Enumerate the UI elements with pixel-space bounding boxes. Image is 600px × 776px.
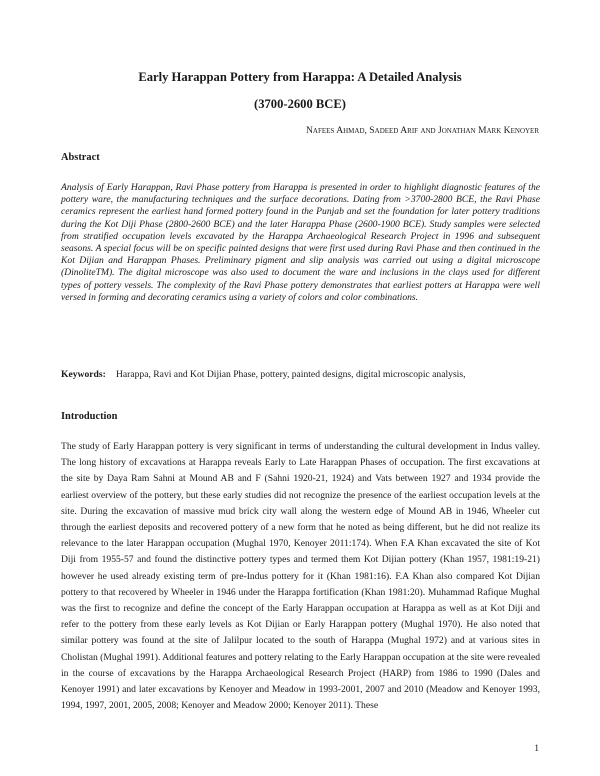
keywords-text: Harappa, Ravi and Kot Dijian Phase, pottery, painted designs, digital microscopic analysis, (116, 369, 466, 380)
page-number: 1 (534, 743, 539, 754)
paper-subtitle: (3700-2600 BCE) (254, 97, 346, 111)
author-list: Nafees Ahmad, Sadeed Arif and Jonathan Mark Kenoyer (306, 125, 539, 136)
abstract-text: Analysis of Early Harappan, Ravi Phase pottery from Harappa is presented in order to highlight diagnostic features of the pottery ware, the manufacturing techniques and the surface decorations. Dating from >3700-2800 BCE, the Ravi Phase ceramics represent the earliest hand formed pottery found in the Punjab and set the foundation for later pottery traditions during the Kot Diji Phase (2800-2600 BCE) and the later Harappa Phase (2600-1900 BCE). Study samples were selected from stratified occupation levels excavated by the Harappa Archaeological Research Project in 1996 and subsequent seasons. A special focus will be on specific painted designs that were first used during Ravi Phase and then continued in the Kot Dijian and Harappan Phases. Preliminary pigment and slip analysis was carried out using a digital microscope (DinoliteTM). The digital microscope was also used to document the ware and inclusions in the clays used for different types of pottery vessels. The complexity of the Ravi Phase pottery demonstrates that earliest potters at Harappa were well versed in forming and decorating ceramics using a variety of colors and color combinations. (61, 182, 540, 303)
introduction-heading: Introduction (61, 411, 118, 422)
introduction-text: The study of Early Harappan pottery is very significant in terms of understanding the cultural development in Indus valley. The long history of excavations at Harappa reveals Early to Late Harappan Phases of occupation. The first excavations at the site by Daya Ram Sahni at Mound AB and F (Sahni 1920-21, 1924) and Vats between 1927 and 1934 provide the earliest overview of the pottery, but these early studies did not recognize the presence of the earliest occupation levels at the site. During the excavation of massive mud brick city wall along the western edge of Mound AB in 1946, Wheeler cut through the earliest deposits and recovered pottery of a new form that he noted as being different, but he did not realize its relevance to the later Harappan occupation (Mughal 1970, Kenoyer 2011:174). When F.A Khan excavated the site of Kot Diji from 1955-57 and found the distinctive pottery types and termed them Kot Dijian pottery (Khan 1957, 1981:19-21) however he used already existing term of pre-Indus pottery for it (Khan 1981:16). F.A Khan also compared Kot Dijian pottery to that recovered by Wheeler in 1946 under the Harappa fortification (Khan 1981:20). Muhammad Rafique Mughal was the first to recognize and define the concept of the Early Harappan occupation at Harappa as well as at Kot Diji and refer to the pottery from these early levels as Kot Dijian or Early Harappan pottery (Mughal 1970). He also noted that similar pottery was found at the site of Jalilpur located to the south of Harappa (Mughal 1972) and at various sites in Cholistan (Mughal 1991). Additional features and pottery relating to the Early Harappan occupation at the site were revealed in the course of excavations by the Harappa Archaeological Research Project (HARP) from 1986 to 1990 (Dales and Kenoyer 1991) and later excavations by Kenoyer and Meadow in 1993-2001, 2007 and 2010 (Meadow and Kenoyer 1993, 1994, 1997, 2001, 2005, 2008; Kenoyer and Meadow 2000; Kenoyer 2011). These (61, 441, 540, 712)
keywords-block (61, 369, 540, 381)
keywords-label: Keywords: (61, 369, 106, 380)
paper-title: Early Harappan Pottery from Harappa: A Detailed Analysis (138, 70, 462, 84)
abstract-heading: Abstract (61, 152, 100, 163)
